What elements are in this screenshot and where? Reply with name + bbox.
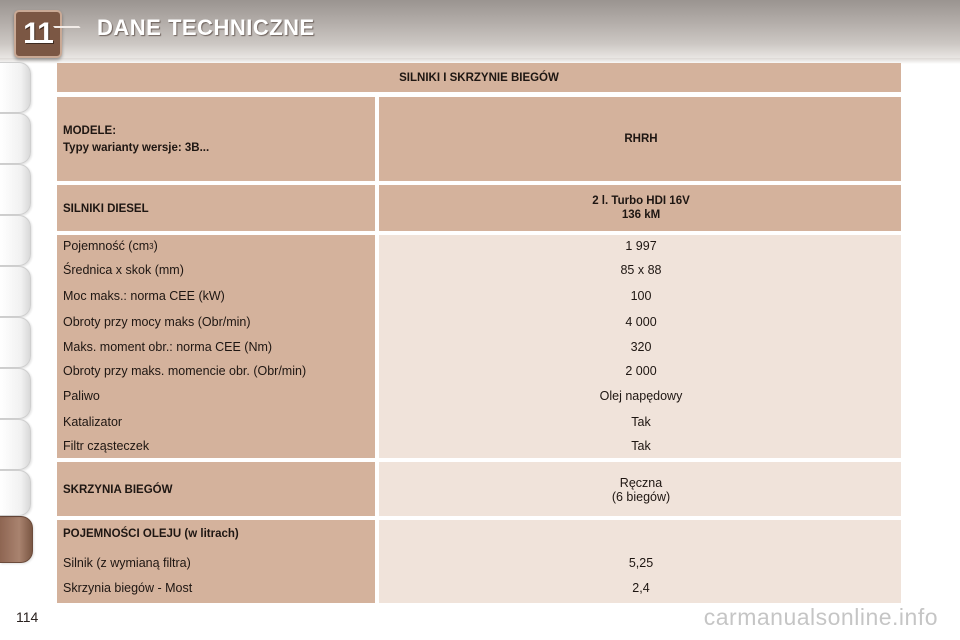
chapter-tab[interactable] [0,266,31,317]
spec-label: Średnica x skok (mm) [63,263,184,277]
chapter-tab[interactable] [0,164,31,215]
models-value: RHRH [624,133,658,145]
gearbox-value-line1: Ręczna [619,475,663,490]
spec-value: Tak [631,439,651,453]
models-label-line2: Typy warianty wersje: 3B... [63,142,210,154]
spec-label: Obroty przy mocy maks (Obr/min) [63,315,251,329]
spec-label: Pojemność (cm 3 ) [63,239,158,253]
spec-label: Katalizator [63,415,123,429]
chapter-tab-active[interactable] [0,516,33,563]
oil-value: 5,25 [628,556,654,570]
chapter-tab[interactable] [0,317,31,368]
oil-title: POJEMNOŚCI OLEJU (w litrach) [63,528,239,540]
spec-value: 4 000 [625,315,657,329]
chapter-tab[interactable] [0,368,31,419]
gearbox-label: SKRZYNIA BIEGÓW [63,484,173,496]
chapter-tab[interactable] [0,470,31,516]
spec-value: Tak [631,415,651,429]
models-label-cell [57,97,375,181]
spec-value: 100 [630,289,652,303]
spec-label: Obroty przy maks. momencie obr. (Obr/min) [63,364,307,378]
spec-label: Moc maks.: norma CEE (kW) [63,289,225,303]
spec-value: Olej napędowy [599,389,683,403]
chapter-tab[interactable] [0,113,31,164]
section-title: SILNIKI I SKRZYNIE BIEGÓW [57,63,901,92]
page-number: 114 [16,609,39,625]
chapter-number: 11 [23,17,53,50]
oil-label: Skrzynia biegów - Most [63,581,193,595]
spec-label: Filtr cząsteczek [63,439,150,453]
oil-value: 2,4 [632,581,650,595]
watermark: carmanualsonline.info [703,604,938,630]
chapter-badge [14,10,62,58]
spec-value: 320 [630,340,652,354]
engine-label: SILNIKI DIESEL [63,203,149,215]
spec-value: 2 000 [625,364,657,378]
spec-label: Paliwo [63,389,100,403]
chapter-tab[interactable] [0,215,31,266]
chapter-tab[interactable] [0,419,31,470]
spec-value: 85 x 88 [620,263,662,277]
gearbox-value-line2: (6 biegów) [611,489,671,504]
page-title: DANE TECHNICZNE [97,15,315,40]
chapter-tabs [0,62,36,577]
chapter-tab[interactable] [0,62,31,113]
spec-label: Maks. moment obr.: norma CEE (Nm) [63,340,273,354]
oil-label: Silnik (z wymianą filtra) [63,556,191,570]
engine-value-line2: 136 kM [621,209,661,221]
spec-value: 1 997 [625,239,657,253]
models-label-line1: MODELE: [63,125,117,137]
engine-value-line1: 2 l. Turbo HDI 16V [592,195,690,207]
